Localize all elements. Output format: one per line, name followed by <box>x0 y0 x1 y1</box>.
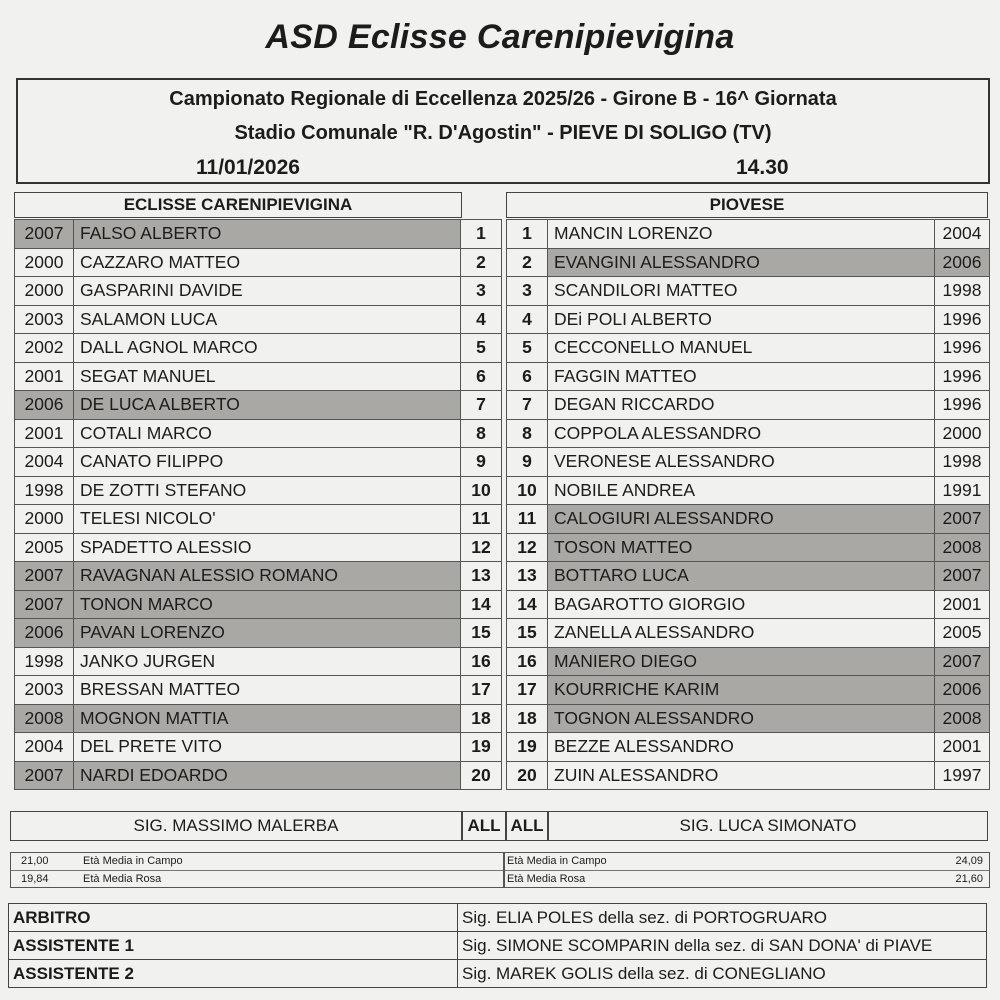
player-row <box>507 676 990 705</box>
player-year: 1998 <box>15 476 74 505</box>
player-num: 16 <box>507 647 548 676</box>
player-row <box>507 562 990 591</box>
player-row <box>15 362 502 391</box>
player-num: 18 <box>461 704 502 733</box>
player-num: 19 <box>461 733 502 762</box>
player-year: 2001 <box>15 362 74 391</box>
player-row <box>15 733 502 762</box>
away-avg-age-squad-label: Età Media Rosa <box>507 873 586 885</box>
championship-line: Campionato Regionale di Eccellenza 2025/26 - Girone B - 16^ Giornata <box>169 88 837 110</box>
player-num: 5 <box>507 334 548 363</box>
official-role: ASSISTENTE 1 <box>9 932 458 960</box>
player-num: 9 <box>507 448 548 477</box>
player-year: 2008 <box>15 704 74 733</box>
home-avg-age-squad: 19,84 <box>21 873 49 885</box>
player-year: 2004 <box>935 220 990 249</box>
player-row <box>15 704 502 733</box>
player-name: GASPARINI DAVIDE <box>74 277 461 306</box>
away-coach: SIG. LUCA SIMONATO <box>548 811 988 841</box>
player-name: CANATO FILIPPO <box>74 448 461 477</box>
player-name: BOTTARO LUCA <box>548 562 935 591</box>
away-roster-table <box>506 219 990 790</box>
player-row <box>507 590 990 619</box>
player-row <box>15 590 502 619</box>
official-name: Sig. MAREK GOLIS della sez. di CONEGLIANO <box>458 960 987 988</box>
player-name: TOSON MATTEO <box>548 533 935 562</box>
player-row <box>15 761 502 790</box>
player-row <box>15 647 502 676</box>
official-row <box>9 960 987 988</box>
player-row <box>507 220 990 249</box>
player-row <box>507 533 990 562</box>
player-row <box>507 505 990 534</box>
player-name: BEZZE ALESSANDRO <box>548 733 935 762</box>
player-year: 2007 <box>935 562 990 591</box>
match-info-box <box>16 78 990 184</box>
player-year: 2001 <box>15 419 74 448</box>
player-num: 20 <box>507 761 548 790</box>
player-year: 2007 <box>935 647 990 676</box>
player-num: 12 <box>461 533 502 562</box>
player-row <box>507 733 990 762</box>
player-year: 2007 <box>15 220 74 249</box>
player-year: 2002 <box>15 334 74 363</box>
match-time: 14.30 <box>736 156 789 179</box>
player-year: 2005 <box>935 619 990 648</box>
player-year: 2007 <box>15 562 74 591</box>
player-name: MOGNON MATTIA <box>74 704 461 733</box>
player-num: 4 <box>461 305 502 334</box>
player-row <box>15 505 502 534</box>
player-year: 2004 <box>15 448 74 477</box>
player-year: 2001 <box>935 733 990 762</box>
player-year: 2003 <box>15 676 74 705</box>
player-year: 2006 <box>15 619 74 648</box>
player-name: ZUIN ALESSANDRO <box>548 761 935 790</box>
player-num: 2 <box>461 248 502 277</box>
player-row <box>15 533 502 562</box>
player-row <box>507 619 990 648</box>
player-row <box>15 334 502 363</box>
player-row <box>507 419 990 448</box>
player-num: 11 <box>507 505 548 534</box>
player-year: 1991 <box>935 476 990 505</box>
player-year: 2004 <box>15 733 74 762</box>
player-name: DE ZOTTI STEFANO <box>74 476 461 505</box>
player-year: 1997 <box>935 761 990 790</box>
player-num: 17 <box>461 676 502 705</box>
player-num: 17 <box>507 676 548 705</box>
player-row <box>507 448 990 477</box>
player-row <box>15 562 502 591</box>
player-year: 2006 <box>935 676 990 705</box>
player-num: 19 <box>507 733 548 762</box>
player-name: SCANDILORI MATTEO <box>548 277 935 306</box>
player-num: 8 <box>461 419 502 448</box>
player-num: 15 <box>507 619 548 648</box>
player-year: 2007 <box>935 505 990 534</box>
player-row <box>15 476 502 505</box>
player-year: 2005 <box>15 533 74 562</box>
player-row <box>507 305 990 334</box>
player-name: JANKO JURGEN <box>74 647 461 676</box>
player-num: 7 <box>461 391 502 420</box>
player-year: 2000 <box>15 505 74 534</box>
official-row <box>9 904 987 932</box>
player-row <box>15 277 502 306</box>
away-coach-tag: ALL <box>506 811 548 841</box>
player-row <box>15 448 502 477</box>
player-row <box>15 419 502 448</box>
player-name: BRESSAN MATTEO <box>74 676 461 705</box>
official-name: Sig. ELIA POLES della sez. di PORTOGRUARO <box>458 904 987 932</box>
player-year: 2003 <box>15 305 74 334</box>
player-name: DEi POLI ALBERTO <box>548 305 935 334</box>
player-num: 3 <box>507 277 548 306</box>
player-name: DEGAN RICCARDO <box>548 391 935 420</box>
player-num: 6 <box>461 362 502 391</box>
official-row <box>9 932 987 960</box>
player-row <box>507 334 990 363</box>
away-avg-age-squad: 21,60 <box>955 873 983 885</box>
player-year: 1998 <box>935 277 990 306</box>
player-num: 5 <box>461 334 502 363</box>
player-num: 15 <box>461 619 502 648</box>
player-year: 2000 <box>15 277 74 306</box>
player-row <box>15 676 502 705</box>
player-num: 16 <box>461 647 502 676</box>
home-coach-tag: ALL <box>462 811 506 841</box>
player-row <box>507 391 990 420</box>
player-row <box>507 248 990 277</box>
player-row <box>15 391 502 420</box>
player-num: 14 <box>461 590 502 619</box>
player-row <box>507 476 990 505</box>
player-row <box>507 647 990 676</box>
document-title: ASD Eclisse Carenipievigina <box>265 18 735 56</box>
player-name: NOBILE ANDREA <box>548 476 935 505</box>
player-num: 9 <box>461 448 502 477</box>
player-name: SEGAT MANUEL <box>74 362 461 391</box>
player-name: NARDI EDOARDO <box>74 761 461 790</box>
player-name: TELESI NICOLO' <box>74 505 461 534</box>
player-name: CALOGIURI ALESSANDRO <box>548 505 935 534</box>
home-avg-age-squad-label: Età Media Rosa <box>83 873 162 885</box>
player-year: 2007 <box>15 761 74 790</box>
player-num: 7 <box>507 391 548 420</box>
player-num: 11 <box>461 505 502 534</box>
player-name: KOURRICHE KARIM <box>548 676 935 705</box>
home-coach: SIG. MASSIMO MALERBA <box>10 811 462 841</box>
player-num: 18 <box>507 704 548 733</box>
player-name: SALAMON LUCA <box>74 305 461 334</box>
player-row <box>507 362 990 391</box>
official-role: ARBITRO <box>9 904 458 932</box>
official-name: Sig. SIMONE SCOMPARIN della sez. di SAN DONA' di PIAVE <box>458 932 987 960</box>
player-year: 1998 <box>935 448 990 477</box>
away-team-header: PIOVESE <box>506 192 988 218</box>
player-name: EVANGINI ALESSANDRO <box>548 248 935 277</box>
player-name: MANIERO DIEGO <box>548 647 935 676</box>
player-year: 2006 <box>935 248 990 277</box>
player-year: 1996 <box>935 391 990 420</box>
player-row <box>15 248 502 277</box>
player-year: 2001 <box>935 590 990 619</box>
player-num: 14 <box>507 590 548 619</box>
player-year: 2006 <box>15 391 74 420</box>
player-row <box>15 220 502 249</box>
home-age-stats <box>10 852 504 888</box>
away-age-stats <box>504 852 990 888</box>
player-name: COPPOLA ALESSANDRO <box>548 419 935 448</box>
player-num: 4 <box>507 305 548 334</box>
home-roster-table <box>14 219 502 790</box>
player-row <box>15 305 502 334</box>
player-num: 13 <box>461 562 502 591</box>
player-num: 10 <box>507 476 548 505</box>
home-team-header: ECLISSE CARENIPIEVIGINA <box>14 192 462 218</box>
player-row <box>507 761 990 790</box>
player-name: TONON MARCO <box>74 590 461 619</box>
player-name: DEL PRETE VITO <box>74 733 461 762</box>
stadium-line: Stadio Comunale "R. D'Agostin" - PIEVE DI SOLIGO (TV) <box>234 122 772 144</box>
player-year: 1996 <box>935 305 990 334</box>
officials-table <box>8 903 987 988</box>
player-name: BAGAROTTO GIORGIO <box>548 590 935 619</box>
player-name: TOGNON ALESSANDRO <box>548 704 935 733</box>
player-year: 1996 <box>935 334 990 363</box>
player-row <box>507 277 990 306</box>
player-name: RAVAGNAN ALESSIO ROMANO <box>74 562 461 591</box>
player-num: 3 <box>461 277 502 306</box>
home-avg-age-field: 21,00 <box>21 855 49 867</box>
player-name: DALL AGNOL MARCO <box>74 334 461 363</box>
player-num: 13 <box>507 562 548 591</box>
player-num: 1 <box>507 220 548 249</box>
player-year: 2008 <box>935 533 990 562</box>
match-date: 11/01/2026 <box>196 156 300 179</box>
player-name: SPADETTO ALESSIO <box>74 533 461 562</box>
player-row <box>507 704 990 733</box>
player-name: FAGGIN MATTEO <box>548 362 935 391</box>
player-year: 2000 <box>935 419 990 448</box>
player-year: 1996 <box>935 362 990 391</box>
home-avg-age-field-label: Età Media in Campo <box>83 855 183 867</box>
player-num: 20 <box>461 761 502 790</box>
player-row <box>15 619 502 648</box>
player-name: COTALI MARCO <box>74 419 461 448</box>
player-num: 6 <box>507 362 548 391</box>
player-num: 1 <box>461 220 502 249</box>
official-role: ASSISTENTE 2 <box>9 960 458 988</box>
player-num: 2 <box>507 248 548 277</box>
player-name: VERONESE ALESSANDRO <box>548 448 935 477</box>
player-year: 1998 <box>15 647 74 676</box>
player-num: 12 <box>507 533 548 562</box>
player-name: MANCIN LORENZO <box>548 220 935 249</box>
away-avg-age-field-label: Età Media in Campo <box>507 855 607 867</box>
player-name: PAVAN LORENZO <box>74 619 461 648</box>
player-year: 2008 <box>935 704 990 733</box>
player-name: ZANELLA ALESSANDRO <box>548 619 935 648</box>
player-num: 10 <box>461 476 502 505</box>
player-name: CECCONELLO MANUEL <box>548 334 935 363</box>
player-name: DE LUCA ALBERTO <box>74 391 461 420</box>
player-num: 8 <box>507 419 548 448</box>
away-avg-age-field: 24,09 <box>955 855 983 867</box>
player-name: CAZZARO MATTEO <box>74 248 461 277</box>
player-year: 2007 <box>15 590 74 619</box>
player-name: FALSO ALBERTO <box>74 220 461 249</box>
player-year: 2000 <box>15 248 74 277</box>
